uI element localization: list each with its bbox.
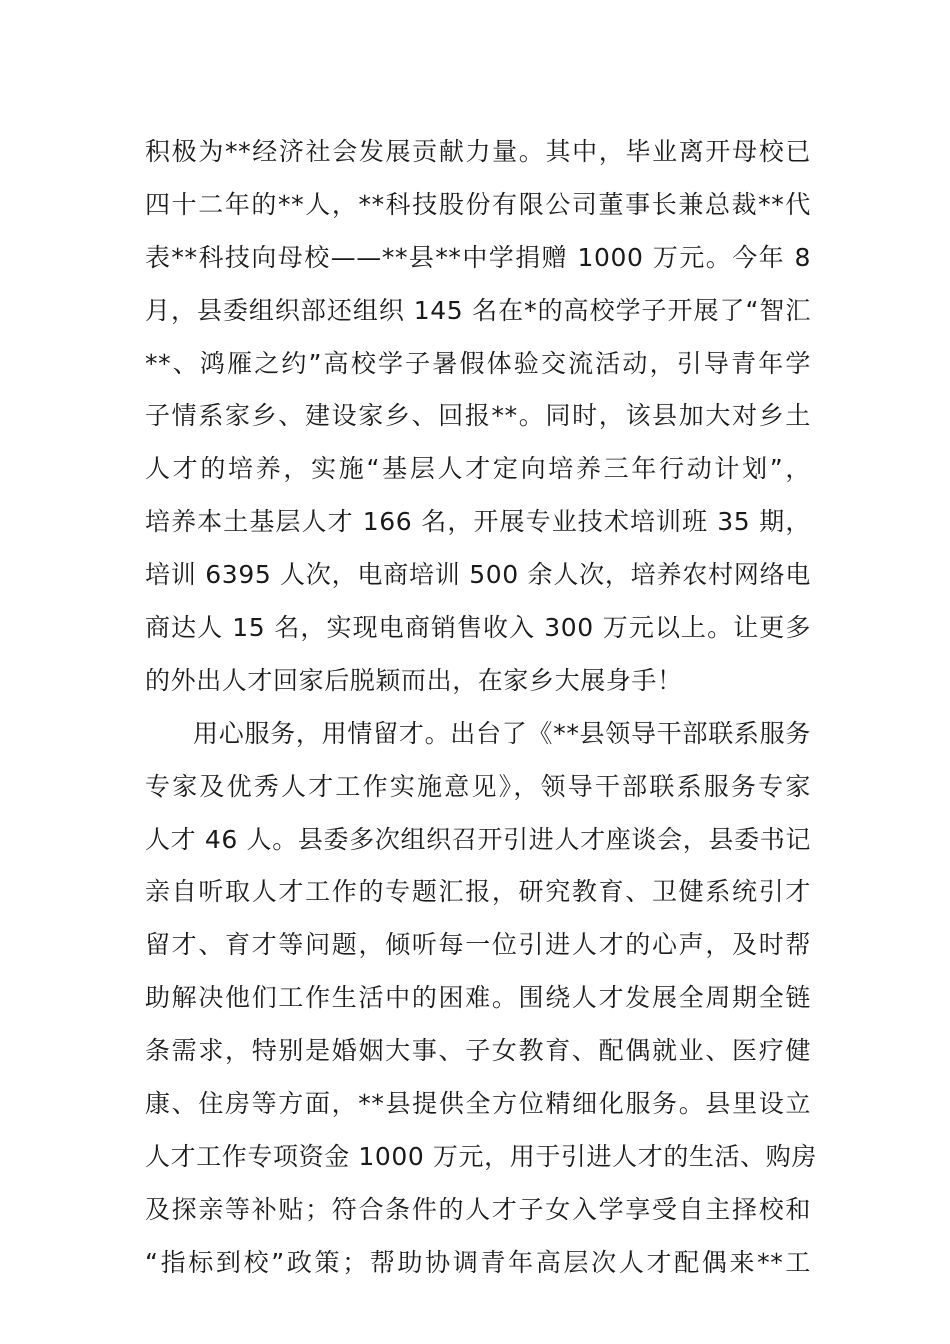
text-line: 助解决他们工作生活中的困难。围绕人才发展全周期全链 [145,983,811,1013]
text-line: **、鸿雁之约”高校学子暑假体验交流活动，引导青年学 [145,348,811,378]
text-line: 康、住房等方面，**县提供全方位精细化服务。县里设立 [145,1089,811,1119]
text-line: 亲自听取人才工作的专题汇报，研究教育、卫健系统引才 [145,877,811,907]
document-body [145,126,817,1290]
text-line: 表**科技向母校——**县**中学捐赠 1000 万元。今年 8 [145,242,811,272]
text-line: 四十二年的**人，**科技股份有限公司董事长兼总裁**代 [145,189,811,219]
text-line: 条需求，特别是婚姻大事、子女教育、配偶就业、医疗健 [145,1036,811,1066]
text-line: 商达人 15 名，实现电商销售收入 300 万元以上。让更多 [145,613,811,643]
text-line: 专家及优秀人才工作实施意见》，领导干部联系服务专家 [145,771,811,801]
text-line: 人才的培养，实施“基层人才定向培养三年行动计划”， [145,454,811,484]
text-line: 月，县委组织部还组织 145 名在*的高校学子开展了“智汇 [145,295,811,325]
text-line: 人才工作专项资金 1000 万元，用于引进人才的生活、购房 [145,1141,817,1171]
text-line: 及探亲等补贴；符合条件的人才子女入学享受自主择校和 [145,1194,811,1224]
text-line: 用心服务，用情留才。出台了《**县领导干部联系服务 [193,718,811,748]
text-line: 人才 46 人。县委多次组织召开引进人才座谈会，县委书记 [145,824,811,854]
text-line: 子情系家乡、建设家乡、回报**。同时，该县加大对乡土 [145,401,811,431]
text-line: 留才、育才等问题，倾听每一位引进人才的心声，及时帮 [145,930,811,960]
text-line: 积极为**经济社会发展贡献力量。其中，毕业离开母校已 [145,137,811,166]
text-line: 的外出人才回家后脱颖而出，在家乡大展身手！ [145,665,683,695]
text-line: 培养本土基层人才 166 名，开展专业技术培训班 35 期， [145,507,811,537]
text-line: 培训 6395 人次，电商培训 500 余人次，培养农村网络电 [145,560,811,590]
text-line: “指标到校”政策；帮助协调青年高层次人才配偶来**工 [145,1247,811,1277]
